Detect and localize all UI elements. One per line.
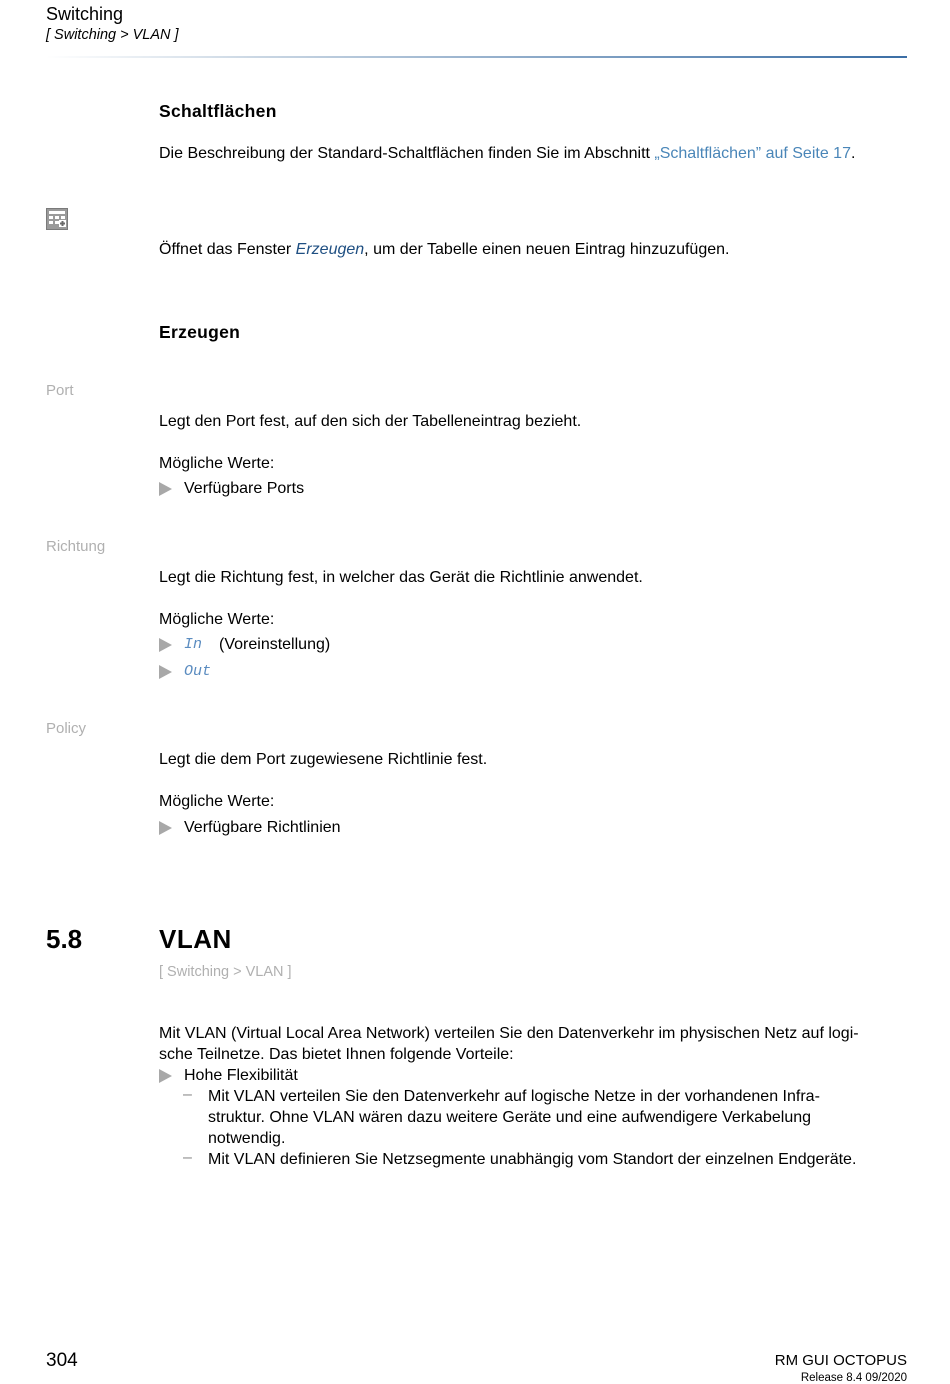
vlan-sub-item-2: Mit VLAN definieren Sie Netzsegmente unabhängig vom Standort der einzelnen Endgeräte.: [208, 1151, 857, 1168]
list-item: [159, 817, 341, 838]
triangle-bullet-icon: [159, 638, 172, 652]
create-window-link[interactable]: Erzeugen: [295, 241, 365, 258]
add-table-entry-icon: [46, 208, 68, 230]
direction-value-in: In: [184, 636, 203, 653]
policy-description: Legt die dem Port zugewiesene Richtlinie fest.: [159, 751, 488, 768]
footer-release: Release 8.4 09/2020: [800, 1372, 907, 1384]
add-button-description: [159, 239, 729, 260]
dash-marker: –: [183, 1086, 192, 1103]
port-label: Port: [46, 382, 74, 399]
vlan-sub-item-1-line-1: Mit VLAN verteilen Sie den Datenverkehr auf logische Netze in der vorhandenen Infra-: [208, 1088, 820, 1105]
add-desc-suffix: , um der Tabelle einen neuen Eintrag hinzuzufügen.: [364, 241, 730, 258]
footer-product: RM GUI OCTOPUS: [774, 1352, 907, 1369]
add-desc-text: Öffnet das Fenster: [159, 241, 296, 258]
vlan-intro-line-2: sche Teilnetze. Das bietet Ihnen folgende Vorteile:: [159, 1046, 514, 1063]
vlan-intro-line-1: Mit VLAN (Virtual Local Area Network) verteilen Sie den Datenverkehr im physischen Netz auf logi-: [159, 1025, 859, 1042]
direction-description: Legt die Richtung fest, in welcher das Gerät die Richtlinie anwendet.: [159, 569, 643, 586]
list-item: [159, 478, 304, 499]
buttons-section-link[interactable]: „Schaltflächen” auf Seite 17: [654, 145, 851, 162]
list-item: [159, 1065, 298, 1086]
section-breadcrumb: [ Switching > VLAN ]: [159, 964, 292, 980]
triangle-bullet-icon: [159, 665, 172, 679]
triangle-bullet-icon: [159, 821, 172, 835]
vlan-bullet-flexibility: Hohe Flexibilität: [184, 1067, 298, 1084]
triangle-bullet-icon: [159, 1069, 172, 1083]
direction-value-out: Out: [184, 663, 212, 680]
running-header-breadcrumb: [ Switching > VLAN ]: [46, 27, 179, 43]
buttons-desc-suffix: .: [850, 145, 856, 162]
buttons-description: [159, 143, 855, 164]
policy-values-label: Mögliche Werte:: [159, 793, 275, 810]
page-number: 304: [46, 1350, 78, 1371]
direction-label: Richtung: [46, 538, 106, 555]
section-number: 5.8: [46, 924, 83, 954]
direction-values-label: Mögliche Werte:: [159, 611, 275, 628]
policy-value: Verfügbare Richtlinien: [184, 819, 341, 836]
port-values-label: Mögliche Werte:: [159, 455, 275, 472]
create-heading: Erzeugen: [159, 322, 241, 342]
policy-label: Policy: [46, 720, 87, 737]
port-description: Legt den Port fest, auf den sich der Tabelleneintrag bezieht.: [159, 413, 582, 430]
header-divider: [46, 56, 907, 58]
triangle-bullet-icon: [159, 482, 172, 496]
vlan-sub-item-1-line-2: struktur. Ohne VLAN wären dazu weitere Geräte und eine aufwendigere Verkabelung: [208, 1109, 812, 1126]
buttons-desc-text: Die Beschreibung der Standard-Schaltflächen finden Sie im Abschnitt: [159, 145, 655, 162]
running-header-title: Switching: [46, 4, 124, 24]
buttons-heading: Schaltflächen: [159, 101, 277, 121]
vlan-sub-item-1-line-3: notwendig.: [208, 1130, 286, 1147]
section-title: VLAN: [159, 924, 232, 954]
direction-default-note: (Voreinstellung): [219, 636, 331, 653]
list-item: [159, 634, 330, 655]
dash-marker: –: [183, 1149, 192, 1166]
list-item: [159, 661, 211, 682]
port-value: Verfügbare Ports: [184, 480, 305, 497]
